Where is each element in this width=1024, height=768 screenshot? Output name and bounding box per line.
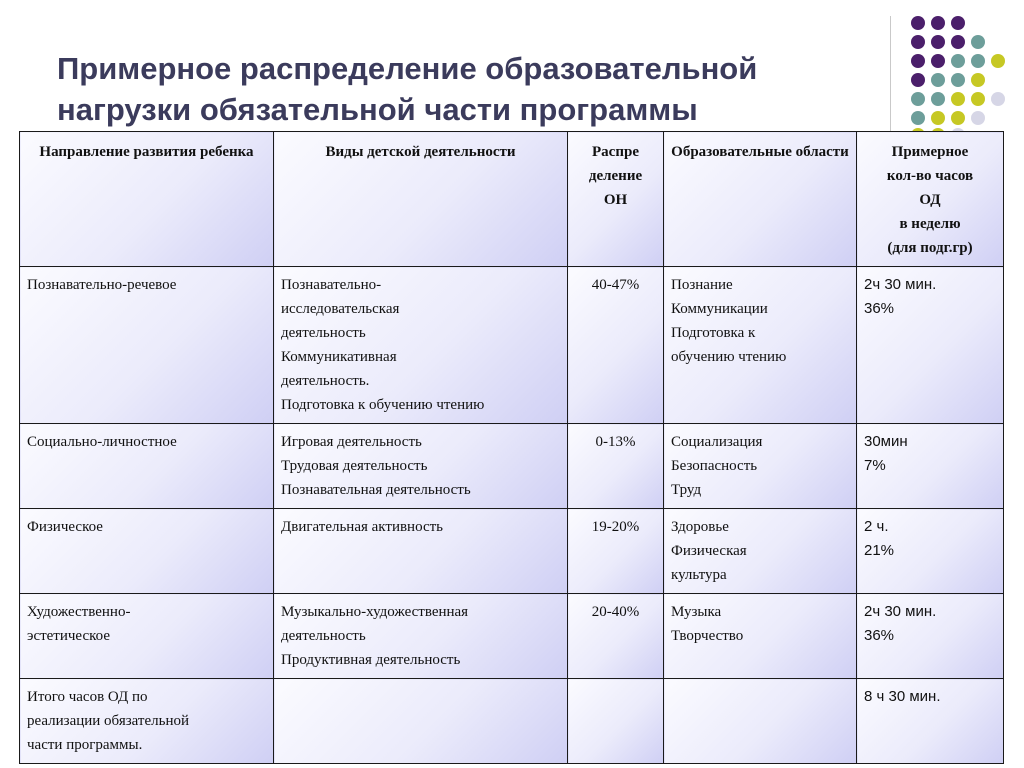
cell-activities [274,424,568,509]
header-distribution-line: Распре [592,144,639,160]
dot [951,73,965,87]
area-line: Физическая [671,543,747,559]
dot [931,16,945,30]
slide-title [57,48,877,130]
percent-value: 36% [864,627,895,644]
dot [931,73,945,87]
activity-line: исследовательская [281,301,400,317]
dot [911,54,925,68]
dot [951,16,965,30]
area-line: Безопасность [671,458,758,474]
cell-empty [274,679,568,764]
dot [931,111,945,125]
activity-line: Музыкально-художественная [281,604,469,620]
workload-table [19,131,1004,764]
cell-direction [20,594,274,679]
table-total-row [20,679,1004,764]
total-label-line: части программы. [27,737,143,753]
area-line: Социализация [671,434,763,450]
cell-empty [664,679,857,764]
percent-value: 36% [864,300,895,317]
cell-total-label [20,679,274,764]
dot [911,35,925,49]
header-distribution [568,132,664,267]
cell-hours [857,424,1004,509]
activity-line: Подготовка к обучению чтению [281,397,485,413]
area-line: Музыка [671,604,722,620]
dot [971,73,985,87]
dot [931,92,945,106]
divider-line [890,16,891,134]
header-areas: Образовательные области [664,132,857,267]
dot [911,73,925,87]
header-direction: Направление развития ребенка [20,132,274,267]
cell-distribution: 19-20% [568,509,664,594]
percent-value: 7% [864,457,886,474]
activity-line: Игровая деятельность [281,434,422,450]
dot [951,92,965,106]
table-row [20,424,1004,509]
dot [971,35,985,49]
area-line: Познание [671,277,733,293]
cell-areas [664,509,857,594]
area-line: Труд [671,482,702,498]
activity-line: Двигательная активность [281,519,444,535]
table-row [20,509,1004,594]
activity-line: Познавательно- [281,277,382,293]
header-hours-line: кол-во часов [886,168,974,184]
cell-direction: Социально-личностное [20,424,274,509]
cell-direction: Физическое [20,509,274,594]
dot [931,35,945,49]
hours-value: 2ч 30 мин. [864,276,937,293]
header-distribution-line: деление [588,168,643,184]
cell-hours [857,594,1004,679]
cell-distribution: 0-13% [568,424,664,509]
cell-hours [857,267,1004,424]
area-line: культура [671,567,727,583]
table-header-row [20,132,1004,267]
cell-activities [274,267,568,424]
dot [951,35,965,49]
activity-line: деятельность. [281,373,370,389]
table-row [20,267,1004,424]
header-distribution-line: ОН [603,192,628,208]
cell-distribution: 40-47% [568,267,664,424]
dot [911,111,925,125]
area-line: обучению чтению [671,349,787,365]
dot [971,54,985,68]
dot [911,92,925,106]
cell-areas [664,424,857,509]
dot [951,54,965,68]
area-line: Творчество [671,628,744,644]
cell-total-hours: 8 ч 30 мин. [857,679,1004,764]
area-line: Коммуникации [671,301,768,317]
dot [911,16,925,30]
cell-areas [664,267,857,424]
header-hours [857,132,1004,267]
title-line-1: Примерное распределение образовательной [57,51,758,86]
cell-hours [857,509,1004,594]
activity-line: Трудовая деятельность [281,458,428,474]
percent-value: 21% [864,542,895,559]
header-hours-line: (для подг.гр) [887,240,973,256]
area-line: Здоровье [671,519,729,535]
header-activities: Виды детской деятельности [274,132,568,267]
dot [971,111,985,125]
cell-activities [274,509,568,594]
hours-value: 2ч 30 мин. [864,603,937,620]
header-hours-line: в неделю [899,216,961,232]
activity-line: деятельность [281,628,366,644]
dot [991,54,1005,68]
dot [971,92,985,106]
direction-line: эстетическое [27,628,110,644]
activity-line: деятельность [281,325,366,341]
cell-areas [664,594,857,679]
cell-activities [274,594,568,679]
cell-empty [568,679,664,764]
dot [951,111,965,125]
activity-line: Продуктивная деятельность [281,652,461,668]
hours-value: 30мин [864,433,908,450]
activity-line: Познавательная деятельность [281,482,471,498]
header-hours-line: Примерное [891,144,969,160]
header-hours-line: ОД [919,192,941,208]
total-label-line: Итого часов ОД по [27,689,148,705]
direction-line: Художественно- [27,604,131,620]
area-line: Подготовка к [671,325,756,341]
activity-line: Коммуникативная [281,349,397,365]
dot [991,92,1005,106]
cell-direction: Познавательно-речевое [20,267,274,424]
total-label-line: реализации обязательной [27,713,190,729]
hours-value: 2 ч. [864,518,889,535]
cell-distribution: 20-40% [568,594,664,679]
title-line-2: нагрузки обязательной части программы [57,92,698,127]
table-row [20,594,1004,679]
dot [931,54,945,68]
